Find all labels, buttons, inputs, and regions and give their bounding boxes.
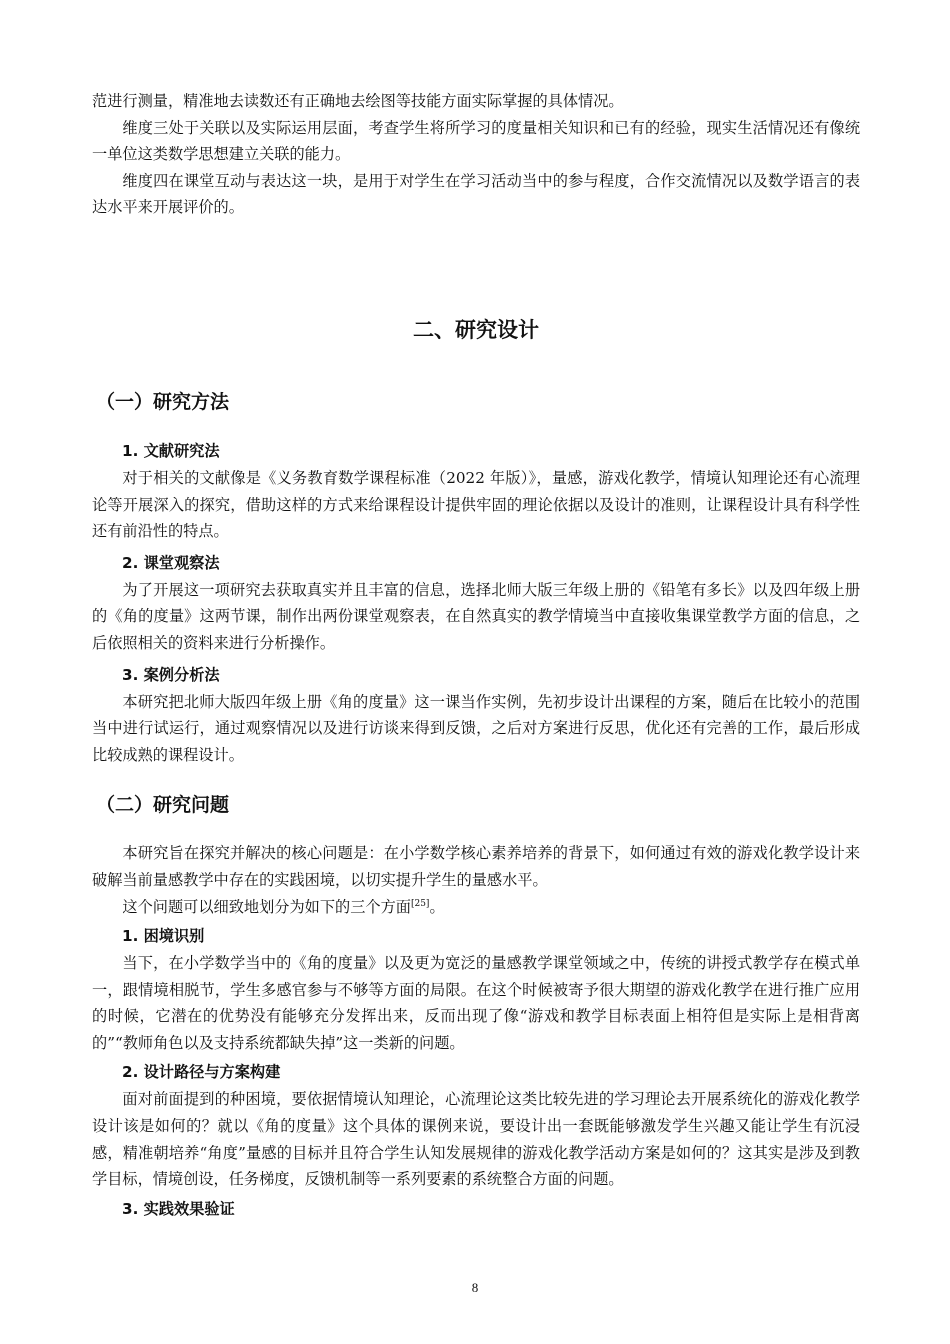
paragraph-design-path: 面对前面提到的种困境，要依据情境认知理论，心流理论这类比较先进的学习理论去开展系统化的游戏化教学设计该是如何的？就以《角的度量》这个具体的课例来说，要设计出一套既能够激发学生兴趣又能让学生有沉浸感，精准朝培养“角度”量感的目标并且符合学生认知发展规律的游戏化教学活动方案是如何的？这其实是涉及到教学目标，情境创设，任务梯度，反馈机制等一系列要素的系统整合方面的问题。 bbox=[92, 1090, 860, 1189]
citation-reference: [25] bbox=[410, 898, 430, 909]
subsection-title-case-analysis: 3. 案例分析法 bbox=[122, 665, 220, 684]
paragraph-continuation: 范进行测量，精准地去读数还有正确地去绘图等技能方面实际掌握的具体情况。 bbox=[92, 92, 624, 110]
subsection-title-literature: 1. 文献研究法 bbox=[122, 441, 220, 460]
paragraph-dimension-three: 维度三处于关联以及实际运用层面，考查学生将所学习的度量相关知识和已有的经验，现实生活情况还有像统一单位这类数学思想建立关联的能力。 bbox=[92, 118, 860, 164]
subsection-title-observation: 2. 课堂观察法 bbox=[122, 553, 220, 572]
document-page bbox=[92, 88, 860, 1223]
paragraph-dimension-four: 维度四在课堂互动与表达这一块，是用于对学生在学习活动当中的参与程度，合作交流情况以及数学语言的表达水平来开展评价的。 bbox=[92, 171, 860, 217]
paragraph-case-analysis: 本研究把北师大版四年级上册《角的度量》这一课当作实例，先初步设计出课程的方案，随后在比较小的范围当中进行试运行，通过观察情况以及进行访谈来得到反馈，之后对方案进行反思，优化还有完善的工作，最后形成比较成熟的课程设计。 bbox=[92, 692, 860, 764]
section-title-methods: （一）研究方法 bbox=[96, 390, 230, 413]
paragraph-questions-intro: 本研究旨在探究并解决的核心问题是：在小学数学核心素养培养的背景下，如何通过有效的游戏化教学设计来破解当前量感教学中存在的实践困境，以切实提升学生的量感水平。 bbox=[92, 844, 860, 889]
paragraph-questions-aspects bbox=[92, 894, 860, 921]
aspects-text: 这个问题可以细致地划分为如下的三个方面 bbox=[122, 897, 411, 916]
chapter-title: 二、研究设计 bbox=[413, 317, 539, 342]
subsection-title-verification: 3. 实践效果验证 bbox=[122, 1199, 235, 1218]
section-title-questions: （二）研究问题 bbox=[96, 794, 230, 817]
page-number: 8 bbox=[471, 1280, 479, 1295]
subsection-title-dilemma: 1. 困境识别 bbox=[122, 927, 205, 946]
subsection-title-design-path: 2. 设计路径与方案构建 bbox=[122, 1063, 281, 1082]
paragraph-dilemma: 当下，在小学数学当中的《角的度量》以及更为宽泛的量感教学课堂领域之中，传统的讲授式教学存在模式单一，跟情境相脱节，学生多感官参与不够等方面的局限。在这个时候被寄予很大期望的游戏化教学在进行推广应用的时候，它潜在的优势没有能够充分发挥出来，反而出现了像“游戏和教学目标表面上相符但是实际上是相背离的”“教师角色以及支持系统都缺失掉”这一类新的问题。 bbox=[92, 954, 860, 1052]
aspects-text-end: 。 bbox=[429, 897, 445, 916]
paragraph-observation: 为了开展这一项研究去获取真实并且丰富的信息，选择北师大版三年级上册的《铅笔有多长》以及四年级上册的《角的度量》这两节课，制作出两份课堂观察表，在自然真实的教学情境当中直接收集课堂教学方面的信息，之后依照相关的资料来进行分析操作。 bbox=[92, 580, 860, 652]
paragraph-literature: 对于相关的文献像是《义务教育数学课程标准（2022 年版）》，量感，游戏化教学，情境认知理论还有心流理论等开展深入的探究，借助这样的方式来给课程设计提供牢固的理论依据以及设计的准则，让课程设计具有科学性还有前沿性的特点。 bbox=[92, 468, 860, 541]
